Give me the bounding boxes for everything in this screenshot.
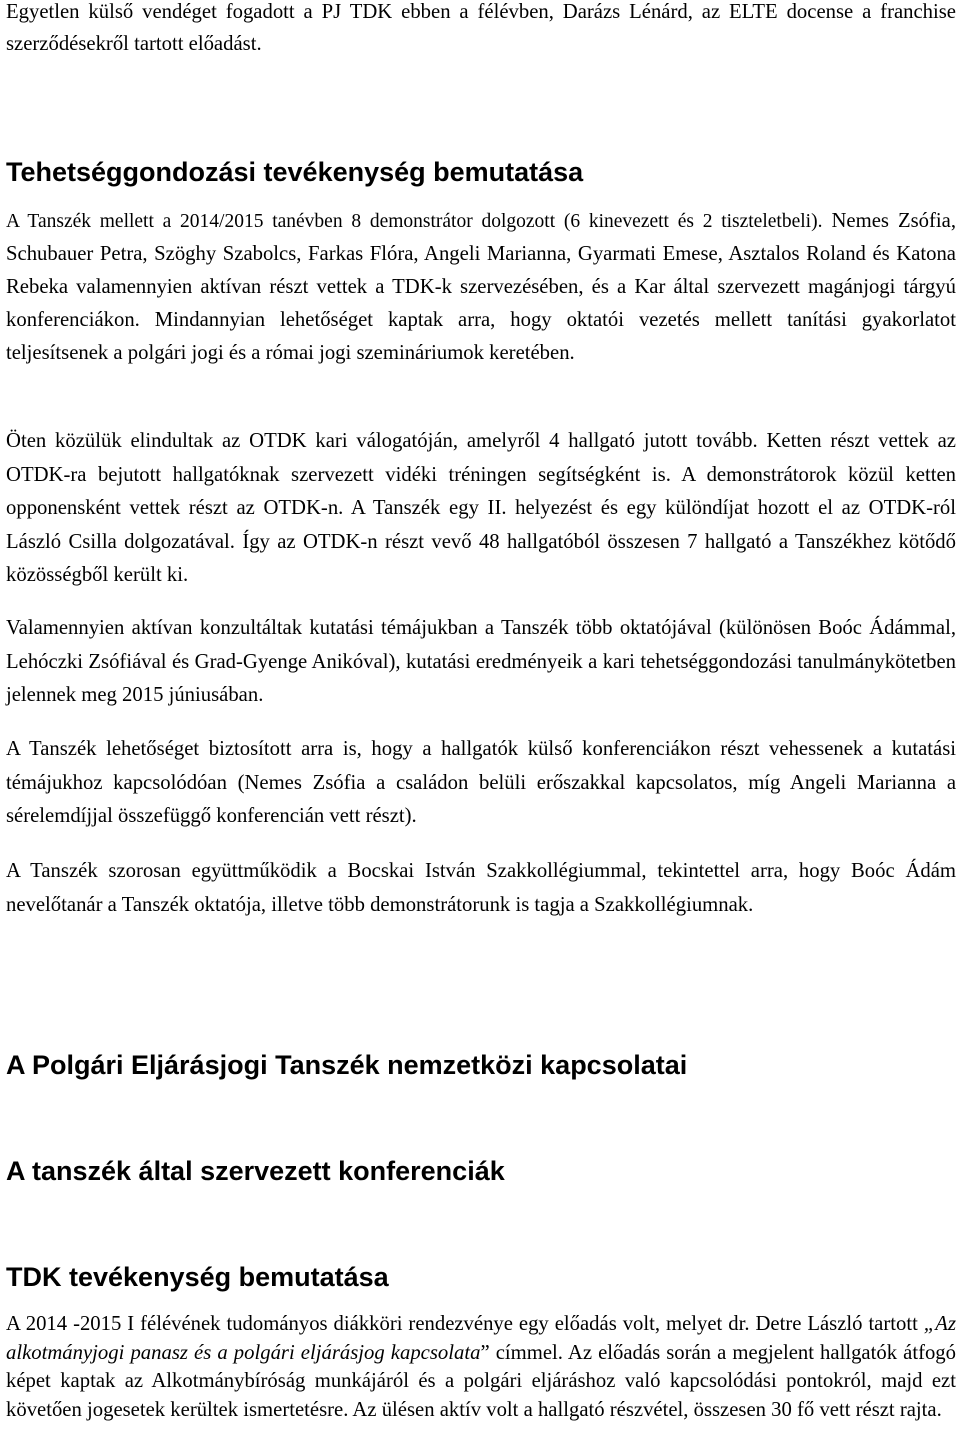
intro-paragraph: Egyetlen külső vendéget fogadott a PJ TDK ebben a félévben, Darázs Lénárd, az ELTE docense a franchise szerződésekről tartott előadást. [6,1,956,55]
heading-tdk: TDK tevékenység bemutatása [6,1262,389,1292]
tdk-paragraph-intro: A 2014 -2015 I félévének tudományos diákköri rendezvénye egy előadás volt, melyet dr. Detre László tartott [6,1313,924,1335]
talent-paragraph-4: A Tanszék lehetőséget biztosított arra is, hogy a hallgatók külső konferenciákon részt vehessenek a kutatási témájukhoz kapcsolódóan (Nemes Zsófia a családon belüli erőszakkal kapcsolatos, míg Angeli Marianna a sérelemdíjjal összefüggő konferencián vett részt). [6,738,956,827]
tdk-paragraph-body: ” címmel. Az előadás során a megjelent hallgatók átfogó képet kaptak az Alkotmánybíróság munkájáról és a polgári eljáráshoz való kapcsolódási pontokról, majd ezt követően jogesetek kerültek ismertetésre. Az ülésen aktív volt a hallgató részvétel, összesen 30 fő vett részt rajta. [6,1341,956,1421]
tdk-lecture-title: „Az alkotmányjogi panasz és a polgári eljárásjog kapcsolata [6,1313,956,1364]
heading-international: A Polgári Eljárásjogi Tanszék nemzetközi kapcsolatai [6,1050,688,1080]
talent-paragraph-5: A Tanszék szorosan együttműködik a Bocskai István Szakkollégiummal, tekintettel arra, hogy Boóc Ádám nevelőtanár a Tanszék oktatója, illetve több demonstrátorunk is tagja a Szakkollégiumnak. [6,860,956,916]
talent-paragraph-1-body: Nemes Zsófia, Schubauer Petra, Szöghy Szabolcs, Farkas Flóra, Angeli Marianna, Gyarmati Emese, Asztalos Roland és Katona Rebeka valamennyien aktívan részt vettek a TDK-k szervezésében, és a Kar által szervezett magánjogi tárgyú konferenciákon. Mindannyian lehetőséget kaptak arra, hogy oktatói vezetés mellett tanítási gyakorlatot teljesítsenek a polgári jogi és a római jogi szemináriumok keretében. [6,210,957,364]
talent-paragraph-2: Öten közülük elindultak az OTDK kari válogatóján, amelyről 4 hallgató jutott tovább. Ketten részt vettek az OTDK-ra bejutott hallgatóknak szervezett vidéki tréningen segítségként is. A demonstrátorok közül ketten opponensként vettek részt az OTDK-n. A Tanszék egy II. helyezést és egy különdíjat hozott el az OTDK-ról László Csilla dolgozatával. Így az OTDK-n részt vevő 48 hallgatóból összesen 7 hallgató a Tanszékhez kötődő közösségből került ki. [6,430,956,586]
tdk-paragraph [6,1310,956,1424]
heading-talent: Tehetséggondozási tevékenység bemutatása [6,157,584,187]
talent-paragraph-3: Valamennyien aktívan konzultáltak kutatási témájukban a Tanszék több oktatójával (különösen Boóc Ádámmal, Lehóczki Zsófiával és Grad-Gyenge Anikóval), kutatási eredményeik a kari tehetséggondozási tanulmánykötetben jelennek meg 2015 júniusában. [6,617,956,706]
talent-paragraph-1 [6,205,956,370]
talent-paragraph-1-intro: A Tanszék mellett a 2014/2015 tanévben 8 demonstrátor dolgozott (6 kinevezett és 2 tiszteletbeli). [6,211,823,232]
heading-conferences: A tanszék által szervezett konferenciák [6,1156,505,1186]
